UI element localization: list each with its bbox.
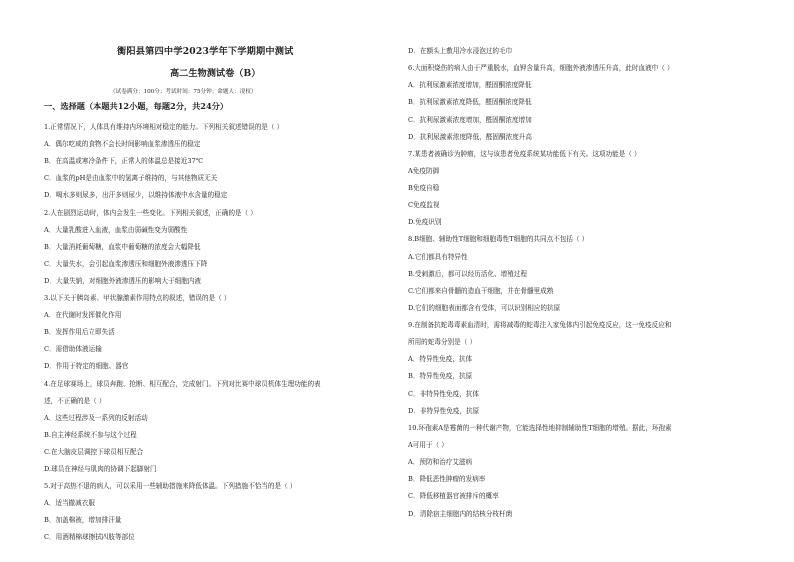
question-line: B.自主神经系统不参与这个过程 [44, 430, 137, 439]
question-line: 7.某患者被确诊为肿瘤，这与该患者免疫系统某功能低下有关。这项功能是（ ） [408, 149, 641, 158]
question-line: A可用于（ ） [408, 440, 448, 449]
question-line: B．大量消耗葡萄糖，血浆中葡萄糖的浓度会大幅降低 [44, 242, 201, 251]
question-line: A．抗利尿激素浓度增加，醛固酮浓度降低 [408, 81, 532, 90]
question-line: A．大量乳酸进入血液，血浆由弱碱性变为弱酸性 [44, 225, 188, 234]
question-line: C．需借助体液运输 [44, 345, 102, 354]
question-line: C．抗利尿激素浓度增加，醛固酮浓度增加 [408, 115, 532, 124]
question-line: D．喝水多则尿多，出汗多则尿少，以维持体液中水含量的稳定 [44, 191, 228, 200]
question-line: D.球员在神经与肌肉的协调下起脚射门 [44, 465, 157, 473]
question-line: C．大量失水，会引起血浆渗透压和细胞外液渗透压下降 [44, 259, 208, 268]
question-line: C．非特异性免疫，抗体 [408, 389, 479, 398]
question-line: 3.以下关于胰岛素、甲状腺激素作用特点的叙述，错误的是（ ） [44, 294, 231, 302]
question-line: C．用酒精棉球擦拭四肢等部位 [44, 533, 135, 542]
question-line: 所用的蛇毒分别是（ ） [408, 338, 477, 347]
question-line: 9.在制备抗蛇毒毒素血清时，需将减毒的蛇毒注入家兔体内引起免疫反应，这一免疫反应和 [408, 321, 672, 330]
question-line: 2.人在剧烈运动时，体内会发生一些变化。下列相关叙述，正确的是（ ） [44, 208, 257, 217]
exam-subtitle: 高二生物测试卷（B） [170, 68, 261, 79]
question-line: C.在大脑皮层调控下球员相互配合 [44, 447, 144, 456]
question-line: B免疫自稳 [408, 184, 440, 193]
question-line: 5.对于高热不退的病人，可以采用一些辅助措施来降低体温。下列措施不恰当的是（ ） [44, 482, 297, 491]
question-line: D.免疫识别 [408, 218, 442, 227]
question-line: 述，不正确的是（ ） [44, 396, 106, 405]
question-line: 10.环孢素A是霉菌的一种代谢产物，它能选择性地抑制辅助性T细胞的增殖。据此，环孢素 [408, 423, 672, 432]
question-line: D．清除宿主细胞内的结核分枝杆菌 [408, 509, 513, 518]
question-line: D．大量失钠，对细胞外液渗透压的影响大于细胞内液 [44, 276, 201, 285]
question-line: B．降低恶性肿瘤的发病率 [408, 475, 486, 484]
question-line: A．这些过程涉及一系列的反射活动 [44, 413, 148, 422]
exam-title: 衡阳县第四中学2023学年下学期期中测试 [117, 46, 294, 57]
question-line: A．在代谢时发挥催化作用 [44, 311, 122, 320]
question-line: D．作用于特定的细胞、器官 [44, 362, 129, 371]
question-line: 4.在足球赛场上，球员奔跑、抢断、相互配合，完成射门。下列对比赛中球员机体生理功能的表 [44, 379, 321, 388]
question-line: B．发挥作用后立即失活 [44, 328, 115, 337]
question-line: D.它们的细胞表面都含有受体，可以识别相应的抗原 [408, 303, 561, 312]
question-line: A．特异性免疫，抗体 [408, 355, 473, 364]
question-line: C.它们都来自骨髓的造血干细胞，并在骨髓里成熟 [408, 286, 554, 295]
question-line: D．抗利尿激素浓度降低，醛固酮浓度升高 [408, 132, 532, 141]
section-heading: 一、选择题（本题共12小题，每题2分，共24分） [44, 101, 229, 111]
question-line: D．非特异性免疫，抗原 [408, 406, 480, 415]
question-line: A免疫防御 [408, 166, 440, 175]
question-line: C．降低移植器官被排斥的概率 [408, 492, 499, 501]
question-line: A.它们都具有特异性 [408, 252, 468, 261]
question-line: A．适当撤减衣服 [44, 499, 95, 508]
question-line: B.受刺激后，都可以经历活化、增殖过程 [408, 269, 528, 278]
question-line: B．加盖棉被，增加排汗量 [44, 516, 122, 525]
question-line: D．在额头上敷用冷水浸泡过的毛巾 [408, 47, 513, 55]
question-line: B．特异性免疫，抗原 [408, 372, 473, 381]
question-line: B．抗利尿激素浓度降低，醛固酮浓度降低 [408, 98, 532, 107]
exam-info: （试卷满分：100分；考试时间：75分钟；命题人：凌杈） [110, 89, 257, 95]
question-line: C免疫监视 [408, 201, 440, 210]
question-line: 6.大面积烧伤的病人由于严重脱水，血钾含量升高，细胞外液渗透压升高，此时血液中（ ） [408, 64, 674, 73]
question-line: B．在高温或寒冷条件下，正常人的体温总是接近37℃ [44, 157, 204, 166]
question-line: 1.正常情况下，人体具有维持内环境相对稳定的能力。下列相关叙述错误的是（ ） [44, 123, 284, 131]
question-line: A．偶尔吃咸的食物不会长时间影响血浆渗透压的稳定 [44, 140, 201, 149]
question-line: A．预防和治疗艾滋病 [408, 458, 473, 467]
question-line: C．血浆的pH是由血浆中的氢离子维持的，与其他物质无关 [44, 174, 218, 183]
question-line: 8.B细胞、辅助性T细胞和细胞毒性T细胞的共同点不包括（ ） [408, 235, 589, 244]
